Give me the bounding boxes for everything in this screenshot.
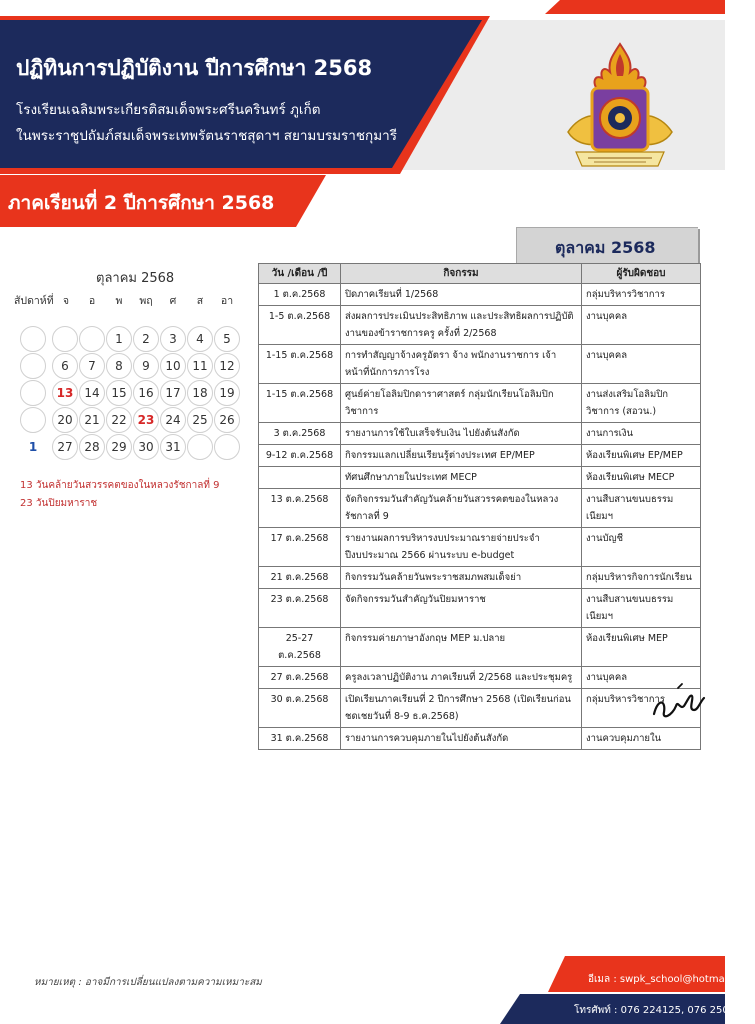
calendar-day: 5	[214, 326, 240, 352]
table-row	[259, 667, 701, 689]
calendar-day	[187, 434, 213, 460]
table-row	[259, 567, 701, 589]
calendar-week-number	[20, 380, 46, 406]
calendar-day: 2	[133, 326, 159, 352]
school-name: โรงเรียนเฉลิมพระเกียรติสมเด็จพระศรีนครินทร์ ภูเก็ต	[16, 102, 321, 118]
row-activity: ทัศนศึกษาภายในประเทศ MECP	[341, 467, 582, 489]
calendar-day: 3	[160, 326, 186, 352]
calendar-day: 30	[133, 434, 159, 460]
calendar-day: 18	[187, 380, 213, 406]
row-date: 21 ต.ค.2568	[259, 567, 341, 589]
calendar-weekday: พฤ	[139, 295, 153, 307]
table-row	[259, 306, 701, 345]
school-logo	[558, 40, 682, 176]
calendar-weekday: อา	[220, 295, 234, 307]
row-activity: จัดกิจกรรมวันสำคัญวันปิยมหาราช	[341, 589, 582, 628]
row-owner: งานสืบสานขนบธรรมเนียมฯ	[582, 489, 701, 528]
schedule-table	[258, 263, 701, 750]
table-row	[259, 628, 701, 667]
calendar-note: 13 วันคล้ายวันสวรรคตของในหลวงรัชกาลที่ 9	[20, 480, 220, 491]
calendar-day: 20	[52, 407, 78, 433]
table-row	[259, 589, 701, 628]
table-row	[259, 384, 701, 423]
calendar-weekday: ส	[196, 295, 204, 307]
row-date	[259, 467, 341, 489]
calendar-week-number: 1	[20, 434, 46, 460]
row-owner: ห้องเรียนพิเศษ EP/MEP	[582, 445, 701, 467]
row-date: 1-5 ต.ค.2568	[259, 306, 341, 345]
row-activity: ปิดภาคเรียนที่ 1/2568	[341, 284, 582, 306]
row-owner: งานการเงิน	[582, 423, 701, 445]
contact-phone: โทรศัพท์ : 076 224125, 076 250409	[574, 1005, 748, 1016]
row-owner: งานบุคคล	[582, 667, 701, 689]
row-date: 17 ต.ค.2568	[259, 528, 341, 567]
table-header-row	[259, 264, 701, 284]
row-activity: ครูลงเวลาปฏิบัติงาน ภาคเรียนที่ 2/2568 และประชุมครู	[341, 667, 582, 689]
row-date: 13 ต.ค.2568	[259, 489, 341, 528]
row-activity: กิจกรรมวันคล้ายวันพระราชสมภพสมเด็จย่า	[341, 567, 582, 589]
row-activity: รายงานผลการบริหารงบประมาณรายจ่ายประจำปีงบประมาณ 2566 ผ่านระบบ e-budget	[341, 528, 582, 567]
header-date: วัน /เดือน /ปี	[259, 264, 341, 284]
schedule-body	[259, 284, 701, 750]
calendar-day: 11	[187, 353, 213, 379]
calendar-week-number	[20, 326, 46, 352]
row-date: 3 ต.ค.2568	[259, 423, 341, 445]
calendar-day: 31	[160, 434, 186, 460]
calendar-note: 23 วันปิยมหาราช	[20, 498, 98, 509]
calendar-day: 27	[52, 434, 78, 460]
calendar-week-number	[20, 353, 46, 379]
row-owner: งานส่งเสริมโอลิมปิกวิชาการ (สอวน.)	[582, 384, 701, 423]
calendar-day: 22	[106, 407, 132, 433]
header-activity: กิจกรรม	[341, 264, 582, 284]
calendar-week-number	[20, 407, 46, 433]
calendar-weekday: สัปดาห์ที่	[14, 295, 54, 307]
page-title: ปฏิทินการปฏิบัติงาน ปีการศึกษา 2568	[16, 56, 373, 80]
row-date: 30 ต.ค.2568	[259, 689, 341, 728]
row-date: 23 ต.ค.2568	[259, 589, 341, 628]
calendar-day: 29	[106, 434, 132, 460]
row-activity: ศูนย์ค่ายโอลิมปิกดาราศาสตร์ กลุ่มนักเรียนโอลิมปิกวิชาการ	[341, 384, 582, 423]
calendar-weekday: ศ	[169, 295, 177, 307]
row-date: 27 ต.ค.2568	[259, 667, 341, 689]
calendar-day: 7	[79, 353, 105, 379]
table-row	[259, 528, 701, 567]
calendar-day: 8	[106, 353, 132, 379]
semester-title: ภาคเรียนที่ 2 ปีการศึกษา 2568	[8, 192, 275, 214]
calendar-day: 21	[79, 407, 105, 433]
row-activity: จัดกิจกรรมวันสำคัญวันคล้ายวันสวรรคตของในหลวงรัชกาลที่ 9	[341, 489, 582, 528]
calendar-day	[52, 326, 78, 352]
month-tab	[516, 227, 698, 263]
row-activity: กิจกรรมแลกเปลี่ยนเรียนรู้ต่างประเทศ EP/MEP	[341, 445, 582, 467]
row-date: 31 ต.ค.2568	[259, 728, 341, 750]
row-owner: ห้องเรียนพิเศษ MEP	[582, 628, 701, 667]
calendar-day: 17	[160, 380, 186, 406]
calendar-day: 10	[160, 353, 186, 379]
contact-email: อีเมล : swpk_school@hotmail.com	[588, 974, 755, 985]
calendar-title: ตุลาคม 2568	[96, 271, 175, 286]
table-row	[259, 489, 701, 528]
calendar-day: 14	[79, 380, 105, 406]
calendar-day: 25	[187, 407, 213, 433]
row-owner: ห้องเรียนพิเศษ MECP	[582, 467, 701, 489]
calendar-day: 12	[214, 353, 240, 379]
row-owner: กลุ่มบริหารกิจการนักเรียน	[582, 567, 701, 589]
calendar-day: 16	[133, 380, 159, 406]
row-date: 1-15 ต.ค.2568	[259, 384, 341, 423]
table-row	[259, 345, 701, 384]
row-activity: การทำสัญญาจ้างครูอัตรา จ้าง พนักงานราชการ เจ้าหน้าที่นักการภารโรง	[341, 345, 582, 384]
calendar-day: 23	[133, 407, 159, 433]
table-row	[259, 284, 701, 306]
row-activity: ส่งผลการประเมินประสิทธิภาพ และประสิทธิผลการปฏิบัติงานของข้าราชการครู ครั้งที่ 2/2568	[341, 306, 582, 345]
row-date: 1 ต.ค.2568	[259, 284, 341, 306]
row-activity: กิจกรรมค่ายภาษาอังกฤษ MEP ม.ปลาย	[341, 628, 582, 667]
table-row	[259, 689, 701, 728]
calendar-day	[214, 434, 240, 460]
row-owner: งานบัญชี	[582, 528, 701, 567]
row-date: 1-15 ต.ค.2568	[259, 345, 341, 384]
row-activity: รายงานการควบคุมภายในไปยังต้นสังกัด	[341, 728, 582, 750]
row-activity: เปิดเรียนภาคเรียนที่ 2 ปีการศึกษา 2568 (เปิดเรียนก่อน ชดเชยวันที่ 8-9 ธ.ค.2568)	[341, 689, 582, 728]
calendar-weekday: อ	[88, 295, 96, 307]
school-patronage: ในพระราชูปถัมภ์สมเด็จพระเทพรัตนราชสุดาฯ สยามบรมราชกุมารี	[16, 128, 397, 144]
row-owner: งานควบคุมภายใน	[582, 728, 701, 750]
calendar-day	[79, 326, 105, 352]
table-row	[259, 467, 701, 489]
calendar-day: 19	[214, 380, 240, 406]
calendar-day: 9	[133, 353, 159, 379]
calendar-day: 13	[52, 380, 78, 406]
calendar-weekday: พ	[115, 295, 123, 307]
row-owner: กลุ่มบริหารวิชาการ	[582, 284, 701, 306]
remark-note: หมายเหตุ : อาจมีการเปลี่ยนแปลงตามความเหมาะสม	[34, 977, 262, 988]
row-activity: รายงานการใช้ใบเสร็จรับเงิน ไปยังต้นสังกัด	[341, 423, 582, 445]
row-date: 25-27 ต.ค.2568	[259, 628, 341, 667]
calendar-day: 28	[79, 434, 105, 460]
calendar-day: 26	[214, 407, 240, 433]
table-row	[259, 423, 701, 445]
calendar-day: 1	[106, 326, 132, 352]
row-owner: งานบุคคล	[582, 306, 701, 345]
calendar-weekday: จ	[62, 295, 70, 307]
month-tab-label: ตุลาคม 2568	[555, 238, 656, 257]
row-owner: งานบุคคล	[582, 345, 701, 384]
calendar-day: 6	[52, 353, 78, 379]
calendar-day: 15	[106, 380, 132, 406]
calendar-day: 4	[187, 326, 213, 352]
calendar-day: 24	[160, 407, 186, 433]
row-owner: งานสืบสานขนบธรรมเนียมฯ	[582, 589, 701, 628]
signature	[648, 676, 708, 724]
table-row	[259, 728, 701, 750]
row-date: 9-12 ต.ค.2568	[259, 445, 341, 467]
header-owner: ผู้รับผิดชอบ	[582, 264, 701, 284]
table-row	[259, 445, 701, 467]
row-owner: กลุ่มบริหารวิชาการ	[582, 689, 701, 728]
